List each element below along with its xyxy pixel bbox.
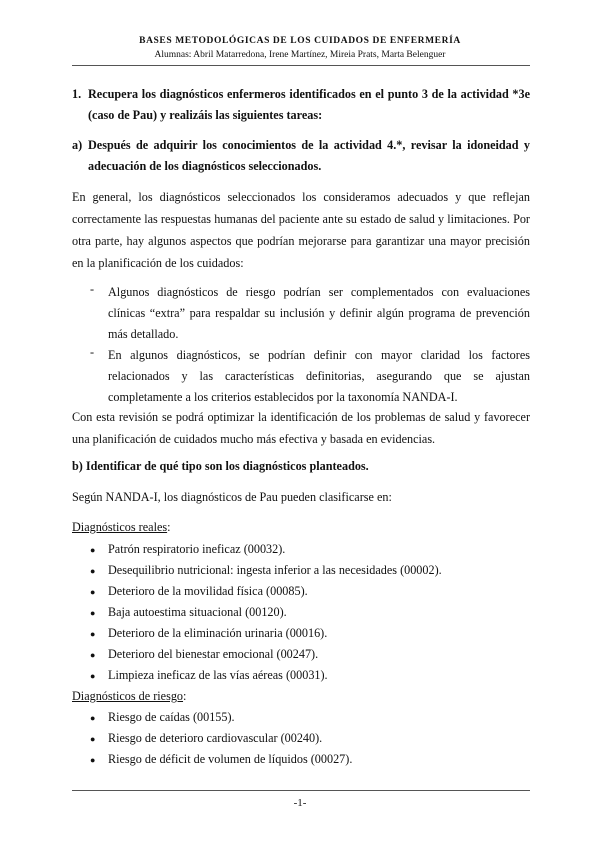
riesgo-heading-colon: : (183, 689, 187, 703)
riesgo-heading-text: Diagnósticos de riesgo (72, 689, 184, 703)
question-b: b) Identificar de qué tipo son los diagnósticos planteados. (72, 459, 369, 473)
question-a-text: Después de adquirir los conocimientos de la actividad 4.*, revisar la idoneidad y adecuación de los diagnósticos seleccionados. (88, 138, 530, 173)
list-item: Patrón respiratorio ineficaz (00032). (108, 542, 286, 556)
bullet-icon: ● (90, 608, 96, 618)
header-title: BASES METODOLÓGICAS DE LOS CUIDADOS DE ENFERMERÍA (139, 36, 461, 46)
dash-item: Algunos diagnósticos de riesgo podrían ser complementados con evaluaciones clínicas “extra” para respaldar su inclusión y definir algún programa de prevención más detallado. (108, 285, 530, 341)
question-1 (72, 84, 530, 126)
bullet-icon: ● (90, 587, 96, 597)
riesgo-heading (72, 689, 186, 704)
list-item: Riesgo de déficit de volumen de líquidos (00027). (108, 752, 353, 766)
header-divider (72, 65, 530, 66)
paragraph-classification: Según NANDA-I, los diagnósticos de Pau pueden clasificarse en: (72, 490, 392, 504)
dash-item: En algunos diagnósticos, se podrían definir con mayor claridad los factores relacionados y las características definitorias, asegurando que se ajustan completamente a los criterios establecidos por la taxonomía NANDA-I. (108, 348, 530, 404)
reales-heading (72, 520, 171, 535)
bullet-icon: ● (90, 566, 96, 576)
reales-heading-colon: : (167, 520, 171, 534)
question-a (72, 135, 530, 177)
header-authors: Alumnas: Abril Matarredona, Irene Martínez, Mireia Prats, Marta Belenguer (154, 50, 446, 60)
list-item: Deterioro de la eliminación urinaria (00016). (108, 626, 328, 640)
paragraph-intro: En general, los diagnósticos seleccionados los consideramos adecuados y que reflejan correctamente las respuestas humanas del paciente ante su estado de salud y limitaciones. Por otra parte, hay algunos aspectos que podrían mejorarse para garantizar una mayor precisión en la planificación de los cuidados: (72, 190, 530, 270)
footer-divider (72, 790, 530, 791)
bullet-icon: ● (90, 650, 96, 660)
list-item: Deterioro de la movilidad física (00085). (108, 584, 308, 598)
list-item: Riesgo de caídas (00155). (108, 710, 235, 724)
paragraph-conclusion: Con esta revisión se podrá optimizar la identificación de los problemas de salud y favorecer una planificación de cuidados mucho más efectiva y basada en evidencias. (72, 410, 530, 446)
question-1-number: 1. (72, 87, 82, 101)
list-item: Baja autoestima situacional (00120). (108, 605, 287, 619)
page-number: -1- (293, 797, 307, 809)
question-1-text: Recupera los diagnósticos enfermeros identificados en el punto 3 de la actividad *3e (caso de Pau) y realizáis las siguientes tareas: (88, 87, 530, 122)
list-item: Limpieza ineficaz de las vías aéreas (00031). (108, 668, 328, 682)
list-item: Desequilibrio nutricional: ingesta inferior a las necesidades (00002). (108, 563, 442, 577)
reales-heading-text: Diagnósticos reales (72, 520, 168, 534)
list-item: Riesgo de deterioro cardiovascular (00240). (108, 731, 323, 745)
bullet-icon: ● (90, 629, 96, 639)
dash-marker: - (90, 282, 95, 296)
bullet-icon: ● (90, 734, 96, 744)
dash-marker: - (90, 345, 95, 359)
bullet-icon: ● (90, 545, 96, 555)
bullet-icon: ● (90, 671, 96, 681)
question-a-label: a) (72, 138, 83, 152)
bullet-icon: ● (90, 755, 96, 765)
list-item: Deterioro del bienestar emocional (00247). (108, 647, 319, 661)
bullet-icon: ● (90, 713, 96, 723)
